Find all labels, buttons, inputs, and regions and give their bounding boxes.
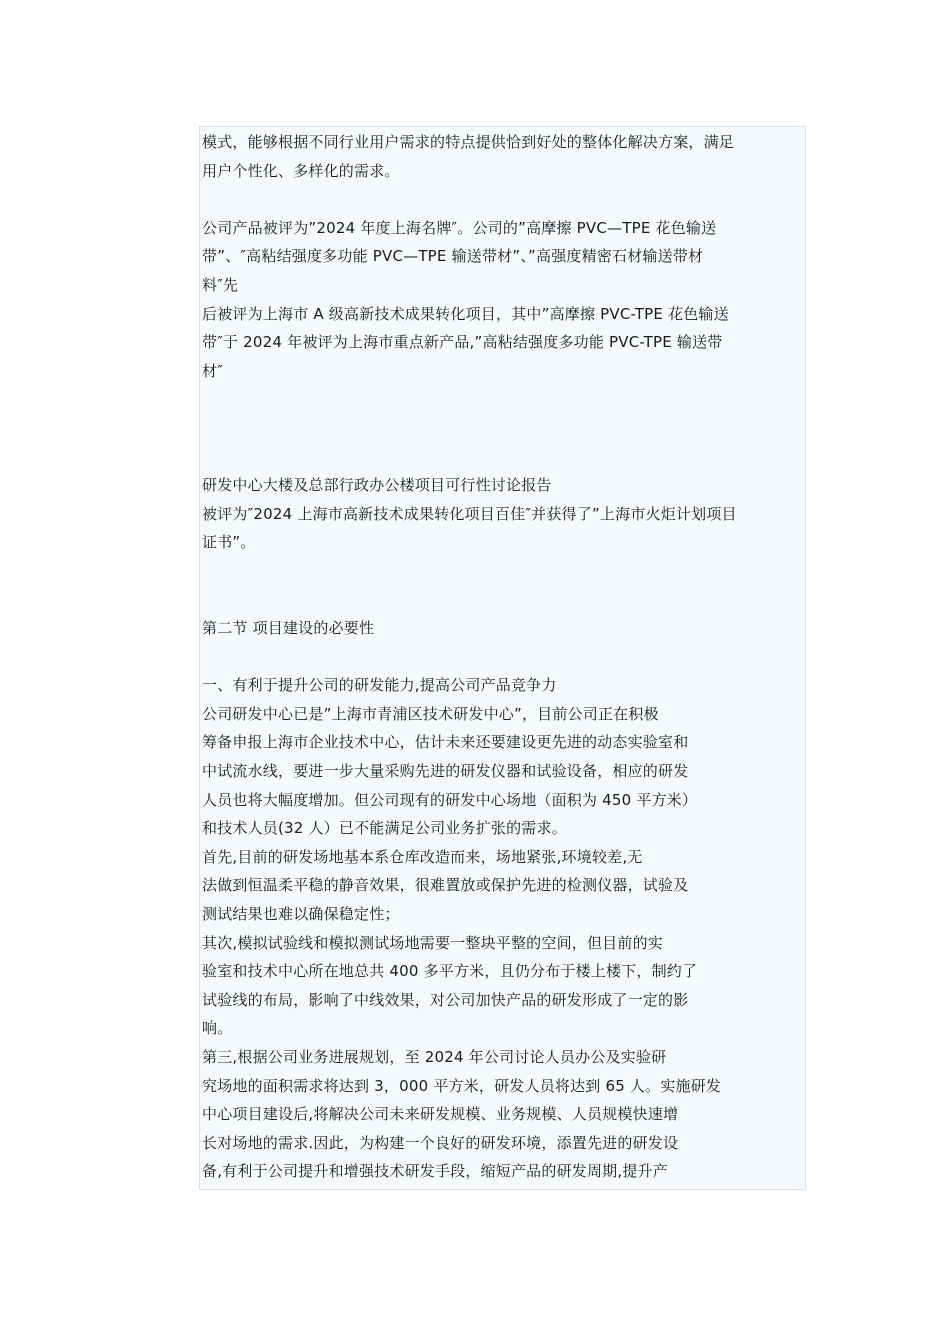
blank-line (202, 185, 802, 214)
blank-line (202, 385, 802, 414)
text-line: 和技术人员(32 人）已不能满足公司业务扩张的需求。 (202, 819, 567, 838)
text-line: 模式，能够根据不同行业用户需求的特点提供恰到好处的整体化解决方案，满足 (202, 133, 735, 151)
text-line: 首先,目前的研发场地基本系仓库改造而来，场地紧张,环境较差,无 (202, 847, 643, 866)
text-line: 长对场地的需求.因此，为构建一个良好的研发环境，添置先进的研发设 (202, 1133, 679, 1152)
text-line: 材″ (202, 361, 224, 380)
text-line: 法做到恒温柔平稳的静音效果，很难置放或保护先进的检测仪器，试验及 (202, 876, 689, 895)
text-line: 公司研发中心已是”上海市青浦区技术研发中心”，目前公司正在积极 (202, 704, 659, 723)
blank-line (202, 643, 802, 672)
text-line: 后被评为上海市 A 级高新技术成果转化项目，其中”高摩擦 PVC-TPE 花色输送 (202, 304, 729, 323)
text-line: 一、有利于提升公司的研发能力,提高公司产品竞争力 (202, 676, 557, 695)
text-line: 响。 (202, 1019, 233, 1038)
blank-line (202, 586, 802, 615)
text-line: 带″于 2024 年被评为上海市重点新产品,”高粘结强度多功能 PVC-TPE 输送带 (202, 333, 723, 352)
blank-line (202, 414, 802, 443)
blank-line (202, 443, 802, 472)
text-line: 研发中心大楼及总部行政办公楼项目可行性讨论报告 (202, 476, 552, 495)
text-line: 第三,根据公司业务进展规划，至 2024 年公司讨论人员办公及实验研 (202, 1048, 667, 1066)
text-line: 筹备申报上海市企业技术中心，估计未来还要建设更先进的动态实验室和 (202, 733, 689, 752)
text-line: 中心项目建设后,将解决公司未来研发规模、业务规模、人员规模快速增 (202, 1105, 679, 1124)
text-line: 测试结果也难以确保稳定性； (202, 905, 400, 924)
text-line: 被评为″2024 上海市高新技术成果转化项目百佳″并获得了”上海市火炬计划项目 (202, 504, 737, 523)
text-line: 用户个性化、多样化的需求。 (202, 161, 400, 180)
text-line: 人员也将大幅度增加。但公司现有的研发中心场地（面积为 450 平方米） (202, 790, 698, 809)
text-line: 备,有利于公司提升和增强技术研发手段，缩短产品的研发周期,提升产 (202, 1162, 668, 1181)
blank-line (202, 557, 802, 586)
text-line: 其次,模拟试验线和模拟测试场地需要一整块平整的空间，但目前的实 (202, 933, 663, 952)
text-line: 公司产品被评为”2024 年度上海名牌″。公司的”高摩擦 PVC—TPE 花色输送 (202, 218, 717, 237)
text-line: 验室和技术中心所在地总共 400 多平方米，且仍分布于楼上楼下，制约了 (202, 962, 698, 981)
text-line: 第二节 项目建设的必要性 (202, 619, 375, 638)
text-line: 究场地的面积需求将达到 3，000 平方米，研发人员将达到 65 人。实施研发 (202, 1076, 722, 1095)
text-line: 料″先 (202, 275, 239, 294)
text-line: 带”、″高粘结强度多功能 PVC—TPE 输送带材”、”高强度精密石材输送带材 (202, 247, 704, 266)
text-line: 中试流水线，要进一步大量采购先进的研发仪器和试验设备，相应的研发 (202, 762, 689, 781)
document-body (202, 128, 802, 1186)
text-line: 试验线的布局，影响了中线效果，对公司加快产品的研发形成了一定的影 (202, 990, 689, 1009)
text-line: 证书”。 (202, 533, 256, 552)
